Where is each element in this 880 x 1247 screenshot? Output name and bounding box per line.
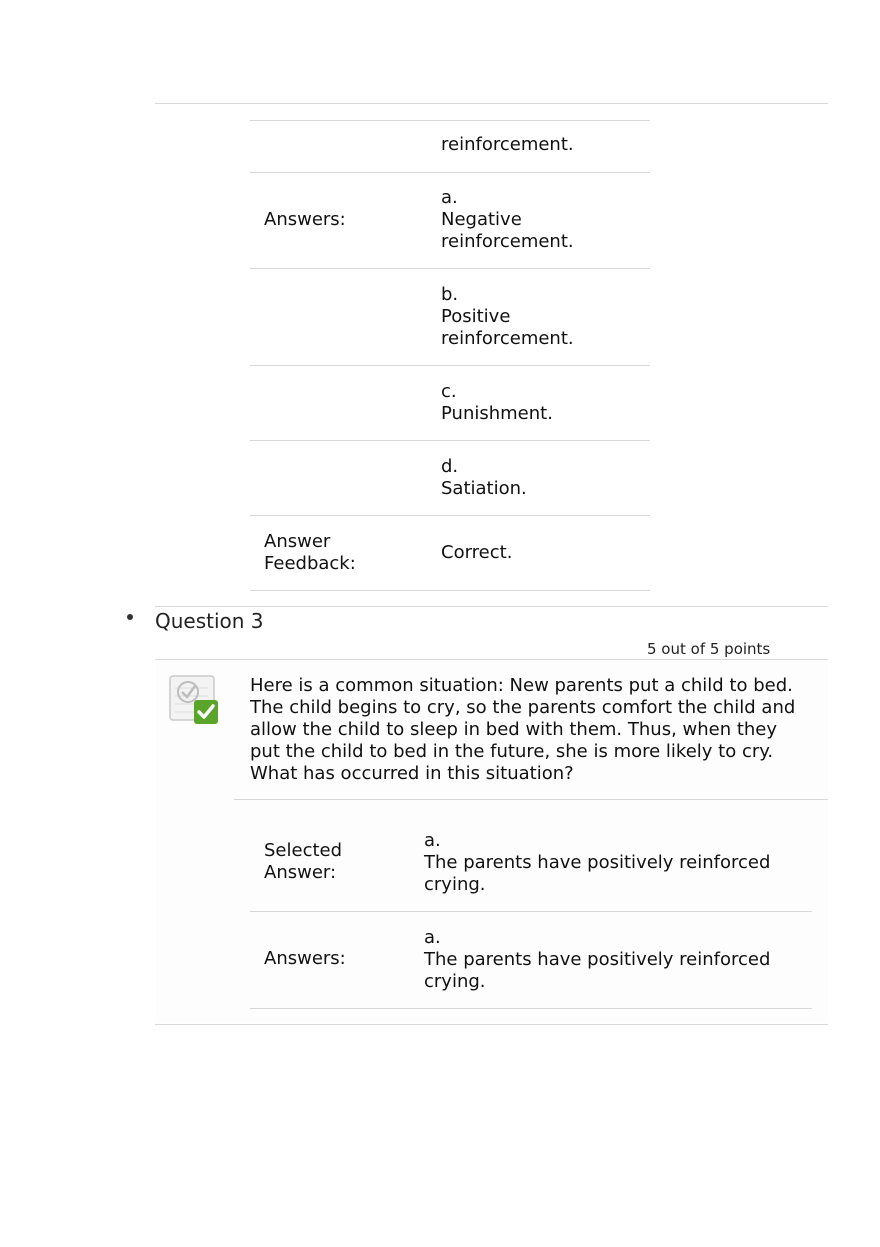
row-divider: [250, 1008, 812, 1009]
choice-letter: a.: [424, 830, 441, 851]
question-bottom-divider: [155, 1024, 828, 1025]
answer-feedback-label: [264, 531, 356, 575]
table-bottom-divider: [250, 590, 650, 591]
choice-letter: c.: [441, 381, 457, 402]
label-line: Answer: [264, 531, 331, 552]
answer-choice-b: [441, 284, 574, 350]
label-line: Feedback:: [264, 553, 356, 574]
choice-letter: a.: [424, 927, 441, 948]
page-top-divider: [155, 103, 828, 104]
answer-feedback-text: Correct.: [441, 542, 513, 563]
choice-text-line: reinforcement.: [441, 231, 574, 252]
row-divider: [250, 172, 650, 173]
row-divider: [250, 911, 812, 912]
choice-text-line: reinforcement.: [441, 328, 574, 349]
answers-label: Answers:: [264, 948, 346, 969]
list-bullet: [127, 614, 133, 620]
choice-text-line: Positive: [441, 306, 511, 327]
answer-choice-c: [441, 381, 553, 425]
choice-text-line: Negative: [441, 209, 522, 230]
row-divider: [250, 515, 650, 516]
row-divider: [250, 268, 650, 269]
table-top-divider: [250, 120, 650, 121]
choice-letter: d.: [441, 456, 459, 477]
choice-text-line: Punishment.: [441, 403, 553, 424]
answers-label: Answers:: [264, 209, 346, 230]
question-title: Question 3: [155, 609, 264, 633]
choice-text-line: crying.: [424, 971, 486, 992]
choice-text-line: The parents have positively reinforced: [424, 852, 771, 873]
answer-choice-d: [441, 456, 527, 500]
selected-answer-tail: reinforcement.: [441, 134, 574, 155]
question-points: 5 out of 5 points: [647, 640, 771, 658]
choice-text-line: Satiation.: [441, 478, 527, 499]
selected-answer: [424, 830, 770, 896]
label-line: Selected: [264, 840, 343, 861]
choice-text-line: The parents have positively reinforced: [424, 949, 771, 970]
choice-text-line: crying.: [424, 874, 486, 895]
question-header-divider: [155, 659, 828, 660]
choice-letter: b.: [441, 284, 459, 305]
row-divider: [250, 365, 650, 366]
correct-check-icon: [168, 674, 220, 726]
choice-letter: a.: [441, 187, 458, 208]
question-text: Here is a common situation: New parents put a child to bed. The child begins to cry, so the parents comfort the child and allow the child to sleep in bed with them. Thus, when they put the child to bed in the future, she is more likely to cry. What has occurred in this situation?: [250, 675, 796, 784]
question-divider: [155, 606, 828, 607]
answer-choice-a: [424, 927, 770, 993]
label-line: Answer:: [264, 862, 337, 883]
question-text-divider: [234, 799, 828, 800]
row-divider: [250, 440, 650, 441]
answer-choice-a: [441, 187, 574, 253]
selected-answer-label: [264, 840, 342, 884]
